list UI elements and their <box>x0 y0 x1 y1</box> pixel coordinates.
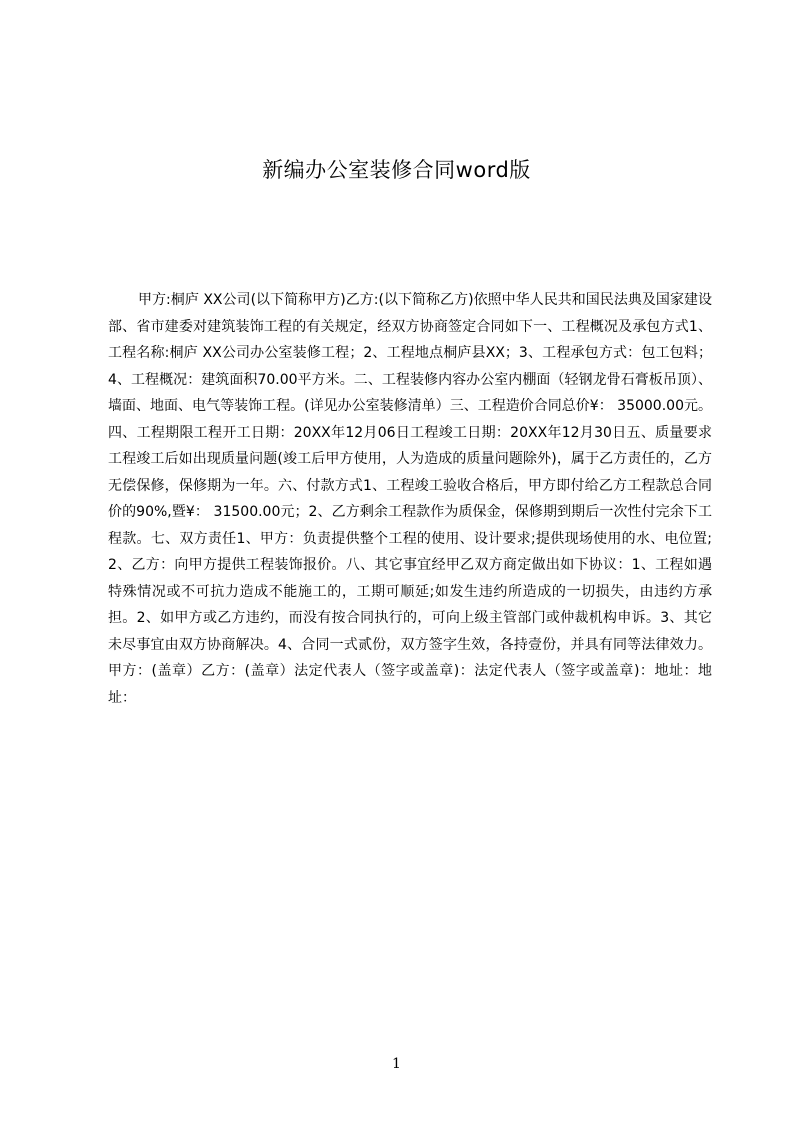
page-number: 1 <box>392 1056 401 1072</box>
contract-body-text: 甲方:桐庐 XX公司(以下简称甲方)乙方:(以下简称乙方)依照中华人民共和国民法典及国家建设部、省市建委对建筑装饰工程的有关规定，经双方协商签定合同如下一、工程概况及承包方式1、工程名称:桐庐 XX公司办公室装修工程；2、工程地点桐庐县XX；3、工程承包方式：包工包料；4、工程概况：建筑面积70.00平方米。二、工程装修内容办公室内棚面（轻钢龙骨石膏板吊顶）、墙面、地面、电气等装饰工程。(详见办公室装修清单）三、工程造价合同总价¥： 35000.00元。四、工程期限工程开工日期：20XX年12月06日工程竣工日期：20XX年12月30日五、质量要求工程竣工后如出现质量问题(竣工后甲方使用，人为造成的质量问题除外)，属于乙方责任的，乙方无偿保修，保修期为一年。六、付款方式1、工程竣工验收合格后，甲方即付给乙方工程款总合同价的90%,暨¥： 31500.00元；2、乙方剩余工程款作为质保金，保修期到期后一次性付完余下工程款。七、双方责任1、甲方：负责提供整个工程的使用、设计要求;提供现场使用的水、电位置;2、乙方：向甲方提供工程装饰报价。八、其它事宜经甲乙双方商定做出如下协议：1、工程如遇特殊情况或不可抗力造成不能施工的，工期可顺延;如发生违约所造成的一切损失，由违约方承担。2、如甲方或乙方违约，而没有按合同执行的，可向上级主管部门或仲裁机构申诉。3、其它未尽事宜由双方协商解决。4、合同一式贰份，双方签字生效，各持壹份，并具有同等法律效力。甲方：(盖章）乙方：(盖章）法定代表人（签字或盖章)：法定代表人（签字或盖章)：地址：地址： <box>108 292 712 706</box>
document-title: 新编办公室装修合同word版 <box>262 158 531 183</box>
